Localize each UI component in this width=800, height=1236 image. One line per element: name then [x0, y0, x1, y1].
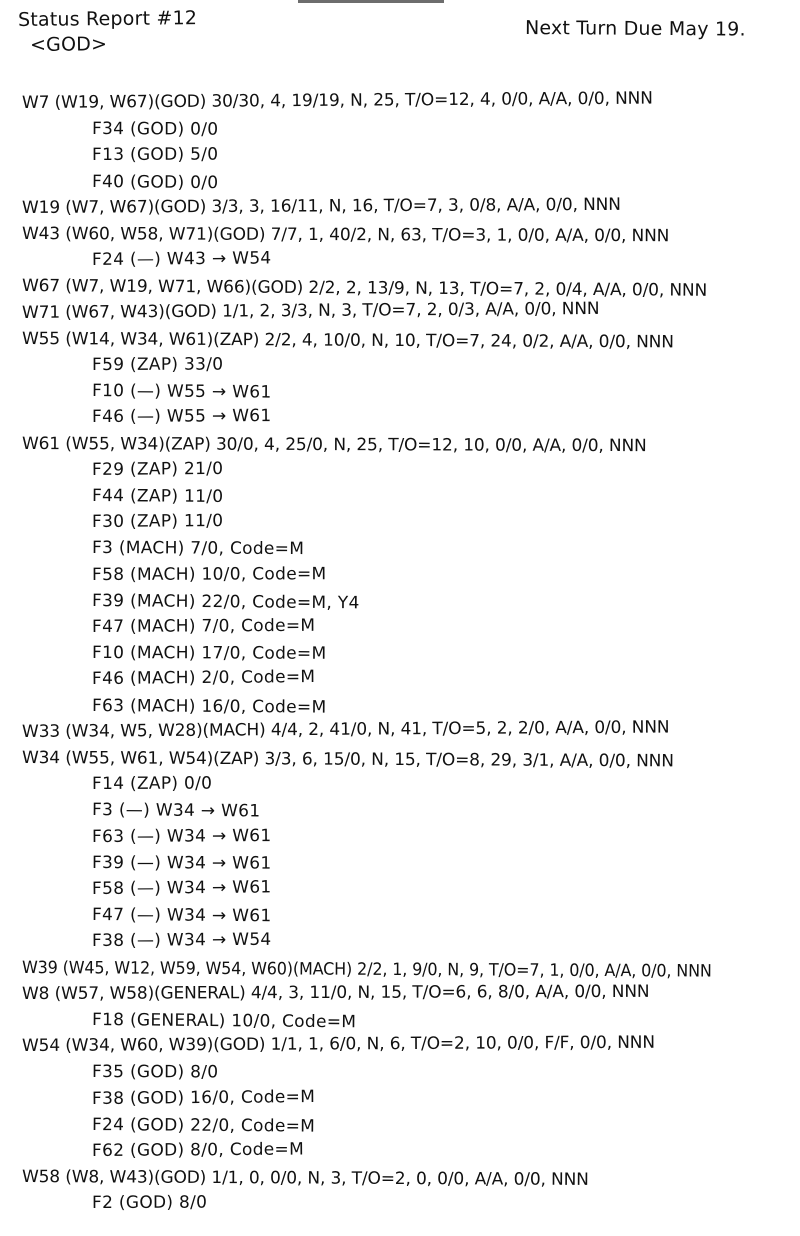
world-status-line: W71 (W67, W43)(GOD) 1/1, 2, 3/3, N, 3, T/O=7, 2, 0/3, A/A, 0/0, NNN: [21, 298, 600, 323]
world-status-line: W58 (W8, W43)(GOD) 1/1, 0, 0/0, N, 3, T/O=2, 0, 0/0, A/A, 0/0, NNN: [21, 1167, 589, 1191]
fleet-status-line: F40 (GOD) 0/0: [91, 171, 219, 193]
world-status-line: W8 (W57, W58)(GENERAL) 4/4, 3, 11/0, N, 15, T/O=6, 6, 8/0, A/A, 0/0, NNN: [21, 981, 650, 1004]
fleet-status-line: F44 (ZAP) 11/0: [91, 486, 224, 507]
fleet-status-line: F63 (MACH) 16/0, Code=M: [91, 695, 327, 718]
world-status-line: W55 (W14, W34, W61)(ZAP) 2/2, 4, 10/0, N, 10, T/O=7, 24, 0/2, A/A, 0/0, NNN: [21, 328, 674, 353]
next-turn-due: Next Turn Due May 19.: [524, 17, 746, 41]
fleet-status-line: F38 (GOD) 16/0, Code=M: [91, 1086, 316, 1109]
world-status-line: W43 (W60, W58, W71)(GOD) 7/7, 1, 40/2, N, 63, T/O=3, 1, 0/0, A/A, 0/0, NNN: [21, 224, 670, 247]
fleet-status-line: F24 (GOD) 22/0, Code=M: [91, 1114, 316, 1137]
fleet-status-line: F3 (—) W34 → W61: [91, 800, 261, 822]
fleet-status-line: F63 (—) W34 → W61: [91, 825, 272, 847]
fleet-status-line: F39 (MACH) 22/0, Code=M, Y4: [91, 590, 360, 614]
fleet-status-line: F14 (ZAP) 0/0: [91, 773, 213, 795]
player-tag: <GOD>: [29, 33, 108, 56]
world-status-line: W39 (W45, W12, W59, W54, W60)(MACH) 2/2, 1, 9/0, N, 9, T/O=7, 1, 0/0, A/A, 0/0, NNN: [21, 957, 712, 982]
fleet-status-line: F3 (MACH) 7/0, Code=M: [91, 538, 305, 560]
fleet-status-line: F39 (—) W34 → W61: [91, 852, 272, 874]
fleet-status-line: F30 (ZAP) 11/0: [91, 511, 224, 533]
fleet-status-line: F2 (GOD) 8/0: [91, 1192, 208, 1214]
fleet-status-line: F10 (—) W55 → W61: [91, 381, 272, 403]
world-status-line: W34 (W55, W61, W54)(ZAP) 3/3, 6, 15/0, N, 15, T/O=8, 29, 3/1, A/A, 0/0, NNN: [21, 748, 674, 772]
fleet-status-line: F47 (—) W34 → W61: [91, 905, 272, 927]
world-status-line: W67 (W7, W19, W71, W66)(GOD) 2/2, 2, 13/9, N, 13, T/O=7, 2, 0/4, A/A, 0/0, NNN: [21, 276, 708, 302]
world-status-line: W19 (W7, W67)(GOD) 3/3, 3, 16/11, N, 16, T/O=7, 3, 0/8, A/A, 0/0, NNN: [21, 194, 621, 218]
fleet-status-line: F58 (—) W34 → W61: [91, 877, 272, 899]
fleet-status-line: F24 (—) W43 → W54: [91, 248, 272, 271]
fleet-status-line: F10 (MACH) 17/0, Code=M: [91, 643, 327, 665]
fleet-status-line: F13 (GOD) 5/0: [91, 144, 219, 166]
fleet-status-line: F34 (GOD) 0/0: [91, 119, 219, 140]
fleet-status-line: F29 (ZAP) 21/0: [91, 458, 224, 480]
fleet-status-line: F47 (MACH) 7/0, Code=M: [91, 615, 316, 637]
world-status-line: W61 (W55, W34)(ZAP) 30/0, 4, 25/0, N, 25, T/O=12, 10, 0/0, A/A, 0/0, NNN: [21, 433, 647, 456]
report-title: Status Report #12: [17, 7, 198, 31]
fleet-status-line: F18 (GENERAL) 10/0, Code=M: [91, 1010, 357, 1033]
world-status-line: W54 (W34, W60, W39)(GOD) 1/1, 1, 6/0, N, 6, T/O=2, 10, 0/0, F/F, 0/0, NNN: [21, 1032, 655, 1057]
world-status-line: W7 (W19, W67)(GOD) 30/30, 4, 19/19, N, 25, T/O=12, 4, 0/0, A/A, 0/0, NNN: [21, 88, 653, 113]
fleet-status-line: F59 (ZAP) 33/0: [91, 354, 224, 375]
world-status-line: W33 (W34, W5, W28)(MACH) 4/4, 2, 41/0, N, 41, T/O=5, 2, 2/0, A/A, 0/0, NNN: [21, 717, 670, 742]
fleet-status-line: F46 (MACH) 2/0, Code=M: [91, 667, 316, 690]
fleet-status-line: F35 (GOD) 8/0: [91, 1062, 219, 1083]
fleet-status-line: F46 (—) W55 → W61: [91, 406, 272, 428]
fleet-status-line: F62 (GOD) 8/0, Code=M: [91, 1139, 305, 1161]
fleet-status-line: F38 (—) W34 → W54: [91, 930, 272, 952]
fleet-status-line: F58 (MACH) 10/0, Code=M: [91, 563, 327, 585]
